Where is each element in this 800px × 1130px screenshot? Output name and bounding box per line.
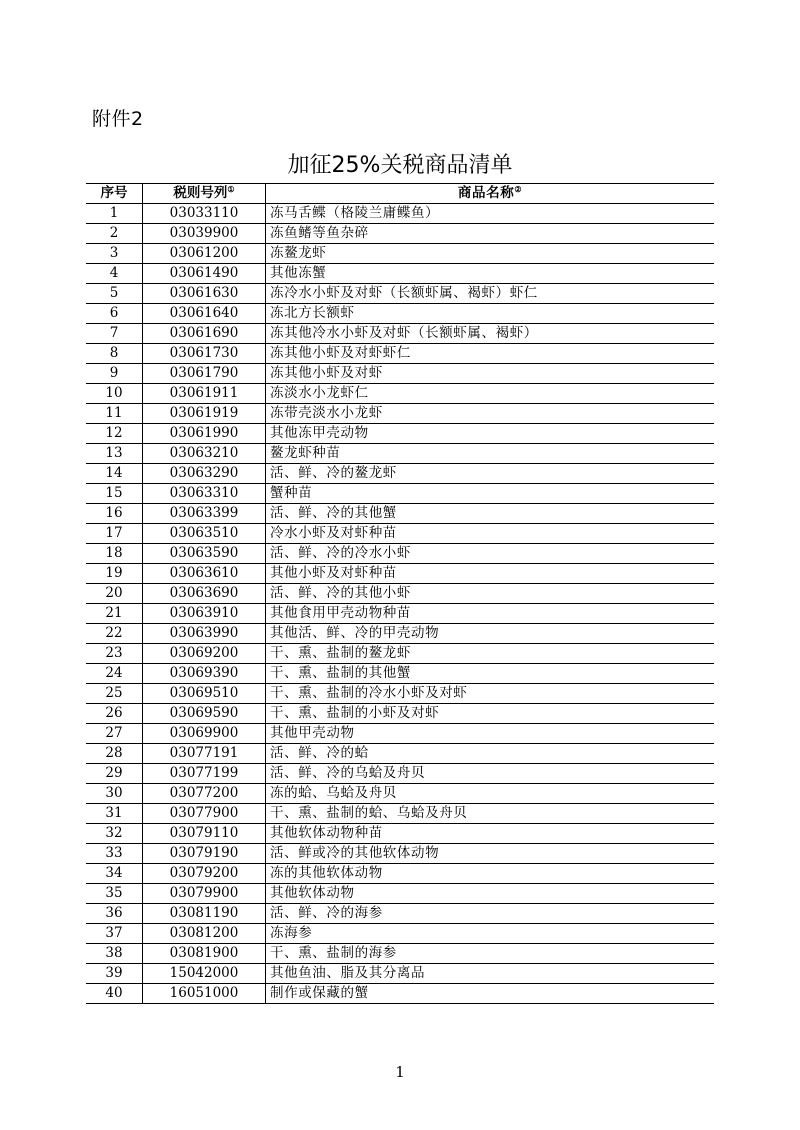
table-row — [86, 244, 714, 264]
tariff-code: 03069510 — [143, 684, 266, 704]
table-row — [86, 424, 714, 444]
table-body — [86, 204, 714, 1004]
row-number: 5 — [109, 285, 119, 301]
table-row — [86, 804, 714, 824]
table-row — [86, 724, 714, 744]
table-row — [86, 904, 714, 924]
tariff-code: 03079190 — [143, 844, 266, 864]
product-name: 制作或保藏的蟹 — [266, 984, 715, 1004]
tariff-code: 16051000 — [143, 984, 266, 1004]
tariff-code: 03063210 — [143, 444, 266, 464]
product-name: 活、鲜、冷的蛤 — [266, 744, 715, 764]
tariff-code: 03079200 — [143, 864, 266, 884]
row-number: 22 — [105, 625, 123, 641]
row-number: 21 — [105, 605, 123, 621]
table-row — [86, 324, 714, 344]
product-name: 干、熏、盐制的蛤、乌蛤及舟贝 — [266, 804, 715, 824]
row-number: 1 — [109, 205, 119, 221]
table-row — [86, 684, 714, 704]
product-name: 其他冻蟹 — [266, 264, 715, 284]
row-number: 10 — [105, 385, 123, 401]
row-number: 28 — [105, 745, 123, 761]
table-row — [86, 444, 714, 464]
product-name: 冻冷水小虾及对虾（长额虾属、褐虾）虾仁 — [266, 284, 715, 304]
table-row — [86, 384, 714, 404]
product-name: 其他食用甲壳动物种苗 — [266, 604, 715, 624]
table-row — [86, 744, 714, 764]
product-name: 冻带壳淡水小龙虾 — [266, 404, 715, 424]
table-row — [86, 844, 714, 864]
row-number: 14 — [105, 465, 123, 481]
tariff-code: 03061911 — [143, 384, 266, 404]
product-name: 冻的其他软体动物 — [266, 864, 715, 884]
table-row — [86, 784, 714, 804]
row-number: 27 — [105, 725, 123, 741]
tariff-code: 03063290 — [143, 464, 266, 484]
product-name: 活、鲜、冷的海参 — [266, 904, 715, 924]
product-name: 其他活、鲜、冷的甲壳动物 — [266, 624, 715, 644]
product-name: 其他软体动物 — [266, 884, 715, 904]
tariff-list-table — [86, 183, 714, 1004]
document-title: 加征25%关税商品清单 — [287, 153, 513, 178]
product-name: 冻海参 — [266, 924, 715, 944]
table-row — [86, 284, 714, 304]
product-name: 活、鲜或冷的其他软体动物 — [266, 844, 715, 864]
product-name: 干、熏、盐制的鳌龙虾 — [266, 644, 715, 664]
product-name: 其他甲壳动物 — [266, 724, 715, 744]
product-name: 其他软体动物种苗 — [266, 824, 715, 844]
row-number: 26 — [105, 705, 123, 721]
row-number: 9 — [109, 365, 119, 381]
product-name: 冻鱼鳍等鱼杂碎 — [266, 224, 715, 244]
table-row — [86, 544, 714, 564]
tariff-code: 03079110 — [143, 824, 266, 844]
tariff-code: 03061640 — [143, 304, 266, 324]
product-name: 活、鲜、冷的乌蛤及舟贝 — [266, 764, 715, 784]
product-name: 冻其他小虾及对虾 — [266, 364, 715, 384]
row-number: 15 — [105, 485, 123, 501]
table-row — [86, 304, 714, 324]
product-name: 冻其他冷水小虾及对虾（长额虾属、褐虾） — [266, 324, 715, 344]
tariff-code: 03063690 — [143, 584, 266, 604]
header-no-label: 序号 — [100, 185, 128, 201]
table-row — [86, 824, 714, 844]
table-row — [86, 644, 714, 664]
product-name: 鳌龙虾种苗 — [266, 444, 715, 464]
header-name-label: 商品名称 — [457, 185, 515, 201]
table-row — [86, 364, 714, 384]
tariff-code: 03069900 — [143, 724, 266, 744]
header-code-label: 税则号列 — [173, 185, 228, 201]
row-number: 20 — [105, 585, 123, 601]
tariff-code: 03077200 — [143, 784, 266, 804]
tariff-code: 03063990 — [143, 624, 266, 644]
tariff-code: 03033110 — [143, 204, 266, 224]
row-number: 39 — [105, 965, 123, 981]
product-name: 活、鲜、冷的其他小虾 — [266, 584, 715, 604]
table-row — [86, 204, 714, 224]
table-row — [86, 884, 714, 904]
tariff-code: 03061919 — [143, 404, 266, 424]
tariff-code: 03063399 — [143, 504, 266, 524]
product-name: 冻的蛤、乌蛤及舟贝 — [266, 784, 715, 804]
product-name: 冻北方长额虾 — [266, 304, 715, 324]
product-name: 蟹种苗 — [266, 484, 715, 504]
product-name: 其他小虾及对虾种苗 — [266, 564, 715, 584]
product-name: 冻鳌龙虾 — [266, 244, 715, 264]
tariff-code: 03079900 — [143, 884, 266, 904]
table-row — [86, 924, 714, 944]
product-name: 冷水小虾及对虾种苗 — [266, 524, 715, 544]
product-name: 活、鲜、冷的鳌龙虾 — [266, 464, 715, 484]
row-number: 35 — [105, 885, 123, 901]
header-name — [266, 184, 715, 204]
table-row — [86, 964, 714, 984]
table-header-row — [86, 184, 714, 204]
tariff-code: 03063510 — [143, 524, 266, 544]
row-number: 16 — [105, 505, 123, 521]
table-row — [86, 984, 714, 1004]
row-number: 25 — [105, 685, 123, 701]
tariff-code: 03061730 — [143, 344, 266, 364]
row-number: 3 — [109, 245, 119, 261]
row-number: 12 — [105, 425, 123, 441]
tariff-code: 03061790 — [143, 364, 266, 384]
tariff-code: 03061490 — [143, 264, 266, 284]
product-name: 干、熏、盐制的冷水小虾及对虾 — [266, 684, 715, 704]
tariff-code: 03039900 — [143, 224, 266, 244]
row-number: 29 — [105, 765, 123, 781]
tariff-code: 15042000 — [143, 964, 266, 984]
tariff-code: 03063590 — [143, 544, 266, 564]
table-row — [86, 584, 714, 604]
table-row — [86, 604, 714, 624]
row-number: 6 — [109, 305, 119, 321]
row-number: 19 — [105, 565, 123, 581]
tariff-code: 03069390 — [143, 664, 266, 684]
tariff-code: 03077191 — [143, 744, 266, 764]
table-row — [86, 564, 714, 584]
row-number: 32 — [105, 825, 123, 841]
row-number: 18 — [105, 545, 123, 561]
tariff-code: 03081200 — [143, 924, 266, 944]
tariff-code: 03077900 — [143, 804, 266, 824]
product-name: 冻淡水小龙虾仁 — [266, 384, 715, 404]
row-number: 4 — [109, 265, 119, 281]
table-row — [86, 224, 714, 244]
row-number: 34 — [105, 865, 123, 881]
table-row — [86, 664, 714, 684]
table-row — [86, 764, 714, 784]
table-row — [86, 524, 714, 544]
row-number: 2 — [109, 225, 119, 241]
product-name: 其他鱼油、脂及其分离品 — [266, 964, 715, 984]
table-row — [86, 464, 714, 484]
row-number: 40 — [105, 985, 123, 1001]
product-name: 干、熏、盐制的其他蟹 — [266, 664, 715, 684]
table-row — [86, 624, 714, 644]
table-row — [86, 264, 714, 284]
table-row — [86, 504, 714, 524]
tariff-code: 03063910 — [143, 604, 266, 624]
header-no — [86, 184, 143, 204]
tariff-code: 03077199 — [143, 764, 266, 784]
product-name: 冻其他小虾及对虾虾仁 — [266, 344, 715, 364]
row-number: 7 — [109, 325, 119, 341]
page-number: 1 — [395, 1063, 405, 1081]
table-row — [86, 944, 714, 964]
table-row — [86, 864, 714, 884]
tariff-code: 03061200 — [143, 244, 266, 264]
attachment-label: 附件2 — [92, 108, 144, 130]
header-name-footnote-mark: ② — [514, 184, 523, 194]
row-number: 8 — [109, 345, 119, 361]
tariff-code: 03061630 — [143, 284, 266, 304]
header-code-footnote-mark: ① — [227, 184, 235, 194]
row-number: 24 — [105, 665, 123, 681]
tariff-code: 03069200 — [143, 644, 266, 664]
product-name: 干、熏、盐制的小虾及对虾 — [266, 704, 715, 724]
product-name: 冻马舌鲽（格陵兰庸鲽鱼） — [266, 204, 715, 224]
header-code — [143, 184, 266, 204]
row-number: 30 — [105, 785, 123, 801]
product-name: 活、鲜、冷的其他蟹 — [266, 504, 715, 524]
row-number: 11 — [105, 405, 123, 421]
table-row — [86, 344, 714, 364]
row-number: 33 — [105, 845, 123, 861]
tariff-code: 03063610 — [143, 564, 266, 584]
product-name: 其他冻甲壳动物 — [266, 424, 715, 444]
product-name: 干、熏、盐制的海参 — [266, 944, 715, 964]
row-number: 36 — [105, 905, 123, 921]
product-name: 活、鲜、冷的冷水小虾 — [266, 544, 715, 564]
tariff-code: 03063310 — [143, 484, 266, 504]
tariff-code: 03069590 — [143, 704, 266, 724]
row-number: 23 — [105, 645, 123, 661]
table-row — [86, 704, 714, 724]
row-number: 13 — [105, 445, 123, 461]
tariff-code: 03061990 — [143, 424, 266, 444]
table-row — [86, 404, 714, 424]
tariff-code: 03081900 — [143, 944, 266, 964]
row-number: 37 — [105, 925, 123, 941]
row-number: 17 — [105, 525, 123, 541]
row-number: 31 — [105, 805, 123, 821]
table-row — [86, 484, 714, 504]
tariff-code: 03061690 — [143, 324, 266, 344]
tariff-code: 03081190 — [143, 904, 266, 924]
row-number: 38 — [105, 945, 123, 961]
